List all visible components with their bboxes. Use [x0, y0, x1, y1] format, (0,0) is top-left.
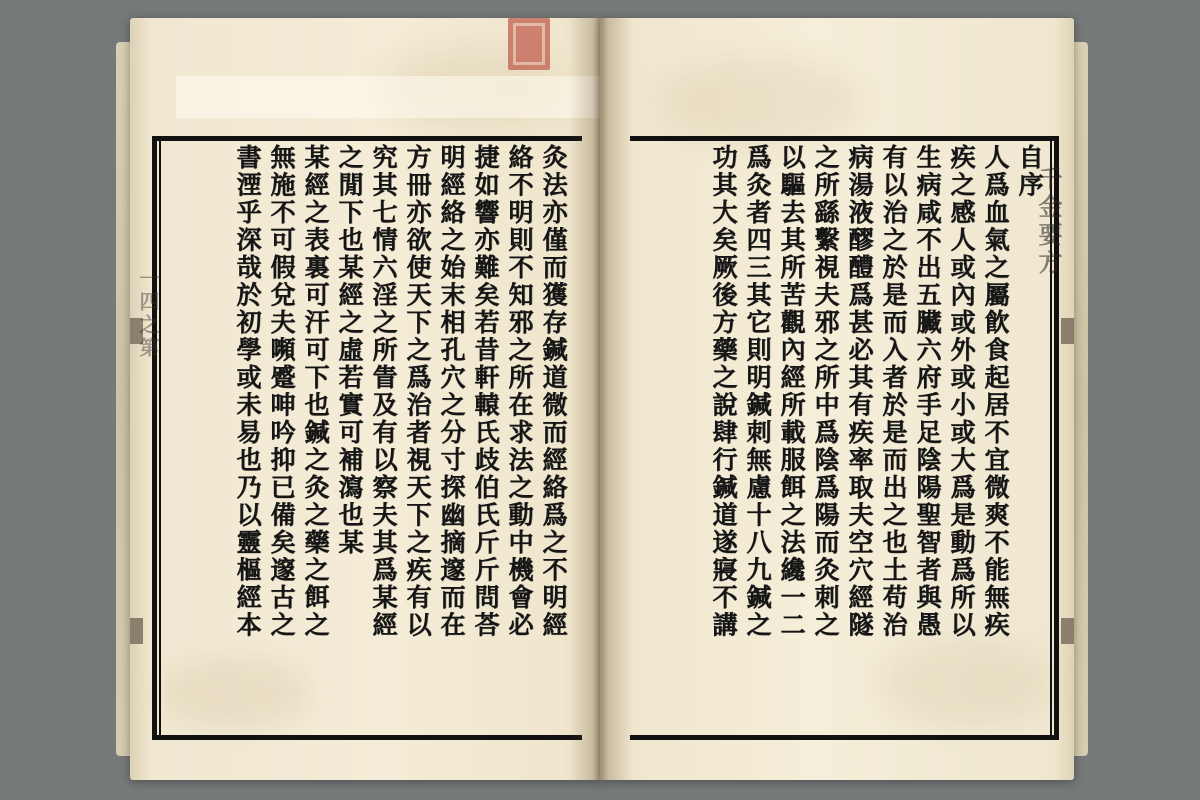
paper-repair-strip	[176, 76, 600, 118]
right-page	[600, 18, 1074, 780]
text-column: 功其大矣厥後方藥之說肆行鍼道遂寢不講	[709, 144, 738, 639]
text-column: 絡不明則不知邪之所在求法之動中機會必	[505, 144, 534, 639]
text-column: 疾之感人或內或外或小或大爲是動爲所以	[947, 144, 976, 639]
fore-edge-right	[1072, 42, 1088, 756]
text-column: 有以治之於是而入者於是而出之也土苟治	[879, 144, 908, 639]
text-column: 書湮乎深哉於初學或未易也乃以靈樞經本	[233, 144, 262, 639]
paper-stain	[660, 58, 860, 148]
text-column: 生病咸不出五臟六府手足陰陽聖智者與愚	[913, 144, 942, 639]
text-column: 病湯液醪醴爲甚必其有疾率取夫空穴經隧	[845, 144, 874, 639]
left-page	[130, 18, 600, 780]
text-column: 之閒下也某經之虛若實可補瀉也某	[335, 144, 364, 557]
text-column: 以驅去其所苦觀內經所載服餌之法纔一二	[777, 144, 806, 639]
text-column: 捷如響亦難矣若昔軒轅氏歧伯氏斤斤問荅	[471, 144, 500, 639]
binding-notch	[130, 618, 143, 644]
text-column: 方冊亦欲使天下之爲治者視天下之疾有以	[403, 144, 432, 639]
text-column: 明經絡之始末相孔穴之分寸探幽摘邃而在	[437, 144, 466, 639]
text-column: 爲灸者四三其它則明鍼刺無慮十八九鍼之	[743, 144, 772, 639]
collector-seal	[508, 18, 550, 70]
open-book	[130, 18, 1074, 780]
page-edge-mark: 一四之第	[136, 268, 160, 360]
text-column: 人爲血氣之屬飮食起居不宜微爽不能無疾	[981, 144, 1010, 639]
text-column: 某經之表裏可汗可下也鍼之灸之藥之餌之	[301, 144, 330, 639]
running-title: 千金要方	[1034, 166, 1063, 278]
binding-notch	[1061, 618, 1074, 644]
left-page-columns	[160, 144, 570, 722]
text-column: 灸法亦僅而獲存鍼道微而經絡爲之不明經	[539, 144, 568, 639]
text-column: 究其七情六淫之所眚及有以察夫其爲某經	[369, 144, 398, 639]
text-column: 無施不可假兌夫嚬蹙呻吟抑已備矣邃古之	[267, 144, 296, 639]
section-heading: 自序	[1015, 144, 1044, 199]
right-page-columns	[642, 144, 1046, 722]
binding-notch	[1061, 318, 1074, 344]
text-column: 之所繇繫視夫邪之所中爲陰爲陽而灸刺之	[811, 144, 840, 639]
